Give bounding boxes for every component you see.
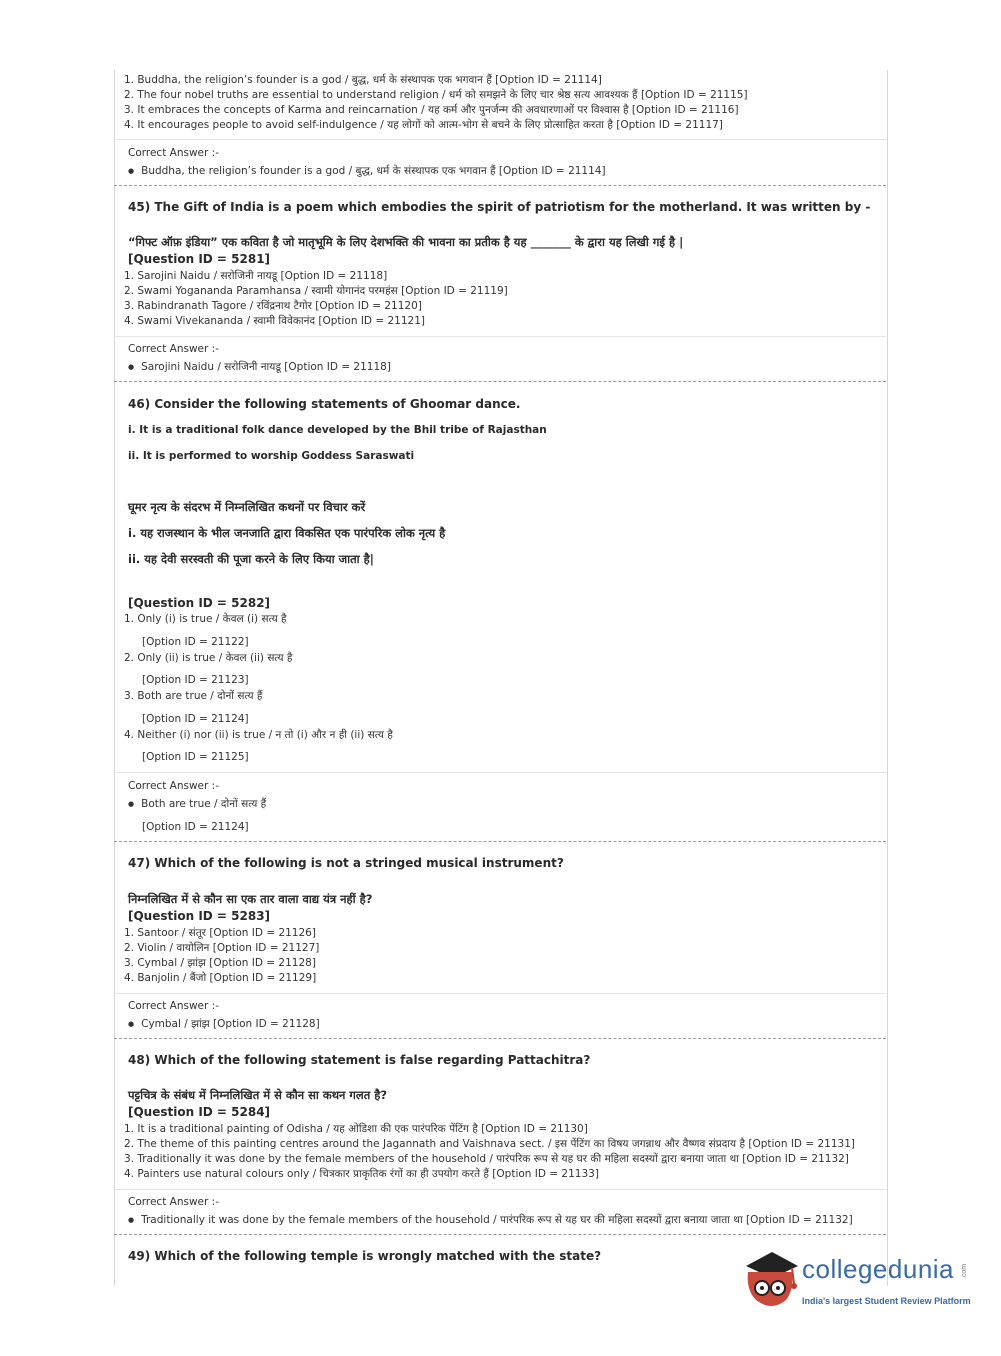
option-line: 1. Buddha, the religion’s founder is a god / बुद्ध, धर्म के संस्थापक एक भगवान हैं [Option ID = 21114] — [124, 74, 602, 86]
statement-hindi: ii. यह देवी सरस्वती की पूजा करने के लिए किया जाता है| — [128, 552, 374, 566]
question-id: [Question ID = 5281] — [128, 252, 271, 266]
correct-answer: ● Sarojini Naidu / सरोजिनी नायडू [Option ID = 21118] — [128, 360, 391, 374]
option-line: 2. Only (ii) is true / केवल (ii) सत्य है — [124, 652, 293, 664]
divider — [114, 993, 886, 994]
question-separator — [114, 185, 886, 186]
option-line: 2. The four nobel truths are essential to understand religion / धर्म को समझने के लिए चार श्रेष्ठ सत्य आवश्यक हैं [Option ID = 21115] — [124, 89, 748, 101]
question-text: 46) Consider the following statements of Ghoomar dance. — [128, 397, 521, 411]
divider — [114, 139, 886, 140]
option-id: [Option ID = 21125] — [142, 751, 249, 763]
option-line: 3. Both are true / दोनों सत्य हैं — [124, 690, 263, 702]
option-line: 3. Traditionally it was done by the female members of the household / पारंपरिक रूप से यह घर की महिला सदस्यों द्वारा बनाया जाता था [Option ID = 21132] — [124, 1153, 849, 1165]
logo-suffix: .com — [961, 1263, 969, 1280]
option-line: 4. Banjolin / बैंजो [Option ID = 21129] — [124, 972, 317, 984]
option-line: 2. Swami Yogananda Paramhansa / स्वामी योगानंद परमहंस [Option ID = 21119] — [124, 285, 508, 297]
option-line: 3. Cymbal / झांझ [Option ID = 21128] — [124, 957, 316, 969]
correct-answer: ● Cymbal / झांझ [Option ID = 21128] — [128, 1017, 320, 1031]
question-text: 47) Which of the following is not a stringed musical instrument? — [128, 856, 564, 870]
correct-option-id: [Option ID = 21124] — [142, 821, 249, 833]
question-text: 49) Which of the following temple is wrongly matched with the state? — [128, 1249, 602, 1263]
collegedunia-logo[interactable] — [742, 1248, 972, 1318]
option-id: [Option ID = 21124] — [142, 713, 249, 725]
mascot-icon — [742, 1250, 800, 1312]
statement: i. It is a traditional folk dance developed by the Bhil tribe of Rajasthan — [128, 424, 547, 436]
option-line: 1. Only (i) is true / केवल (i) सत्य है — [124, 613, 287, 625]
divider — [114, 336, 886, 337]
divider — [114, 1189, 886, 1190]
logo-tagline: India's largest Student Review Platform — [802, 1296, 971, 1306]
option-line: 1. It is a traditional painting of Odisha / यह ओडिशा की एक पारंपरिक पेंटिंग है [Option ID = 21130] — [124, 1123, 588, 1135]
question-separator — [114, 1234, 886, 1235]
question-id: [Question ID = 5282] — [128, 596, 271, 610]
question-separator — [114, 381, 886, 382]
correct-answer-label: Correct Answer :- — [128, 147, 219, 159]
option-line: 1. Santoor / संतूर [Option ID = 21126] — [124, 927, 316, 939]
option-line: 4. Neither (i) nor (ii) is true / न तो (i) और न ही (ii) सत्य है — [124, 729, 393, 741]
correct-answer-label: Correct Answer :- — [128, 343, 219, 355]
option-line: 2. Violin / वायोलिन [Option ID = 21127] — [124, 942, 320, 954]
question-separator — [114, 1038, 886, 1039]
divider — [114, 772, 886, 773]
correct-answer: ● Both are true / दोनों सत्य हैं — [128, 797, 266, 811]
question-id: [Question ID = 5284] — [128, 1105, 271, 1119]
question-hindi: निम्नलिखित में से कौन सा एक तार वाला वाद्य यंत्र नहीं है? — [128, 892, 373, 906]
statement-hindi: i. यह राजस्थान के भील जनजाति द्वारा विकसित एक पारंपरिक लोक नृत्य है — [128, 526, 446, 540]
question-text: 48) Which of the following statement is false regarding Pattachitra? — [128, 1053, 591, 1067]
option-id: [Option ID = 21122] — [142, 636, 249, 648]
question-id: [Question ID = 5283] — [128, 909, 271, 923]
question-hindi: पट्टचित्र के संबंध में निम्नलिखित में से कौन सा कथन गलत है? — [128, 1088, 388, 1102]
question-hindi: घूमर नृत्य के संदरभ में निम्नलिखित कथनों पर विचार करें — [128, 500, 366, 514]
question-hindi: “गिफ्ट ऑफ़ इंडिया” एक कविता है जो मातृभूमि के लिए देशभक्ति की भावना का प्रतीक है यह _______ के द्वारा यह लिखी गई है | — [128, 235, 684, 249]
correct-answer-label: Correct Answer :- — [128, 1000, 219, 1012]
correct-answer: ● Buddha, the religion’s founder is a god / बुद्ध, धर्म के संस्थापक एक भगवान हैं [Option ID = 21114] — [128, 164, 606, 178]
question-separator — [114, 841, 886, 842]
logo-wordmark: collegedunia — [802, 1254, 955, 1284]
option-line: 3. Rabindranath Tagore / रविंद्रनाथ टैगोर [Option ID = 21120] — [124, 300, 422, 312]
correct-answer: ● Traditionally it was done by the female members of the household / पारंपरिक रूप से यह घर की महिला सदस्यों द्वारा बनाया जाता था [Option ID = 21132] — [128, 1213, 853, 1227]
option-line: 1. Sarojini Naidu / सरोजिनी नायडू [Option ID = 21118] — [124, 270, 388, 282]
option-line: 4. Swami Vivekananda / स्वामी विवेकानंद [Option ID = 21121] — [124, 315, 425, 327]
statement: ii. It is performed to worship Goddess Saraswati — [128, 450, 415, 462]
option-line: 4. Painters use natural colours only / चित्रकार प्राकृतिक रंगों का ही उपयोग करते हैं [Option ID = 21133] — [124, 1168, 599, 1180]
option-line: 3. It embraces the concepts of Karma and reincarnation / यह कर्म और पुनर्जन्म की अवधारणाओं पर विश्वास है [Option ID = 21116] — [124, 104, 739, 116]
option-line: 4. It encourages people to avoid self-indulgence / यह लोगों को आत्म-भोग से बचने के लिए प्रोत्साहित करता है [Option ID = 21117] — [124, 119, 723, 131]
option-id: [Option ID = 21123] — [142, 674, 249, 686]
option-line: 2. The theme of this painting centres around the Jagannath and Vaishnava sect. / इस पेंटिंग का विषय जगन्नाथ और वैष्णव संप्रदाय है [Option ID = 21131] — [124, 1138, 855, 1150]
question-text: 45) The Gift of India is a poem which embodies the spirit of patriotism for the motherland. It was written by - — [128, 200, 871, 214]
correct-answer-label: Correct Answer :- — [128, 1196, 219, 1208]
correct-answer-label: Correct Answer :- — [128, 780, 219, 792]
